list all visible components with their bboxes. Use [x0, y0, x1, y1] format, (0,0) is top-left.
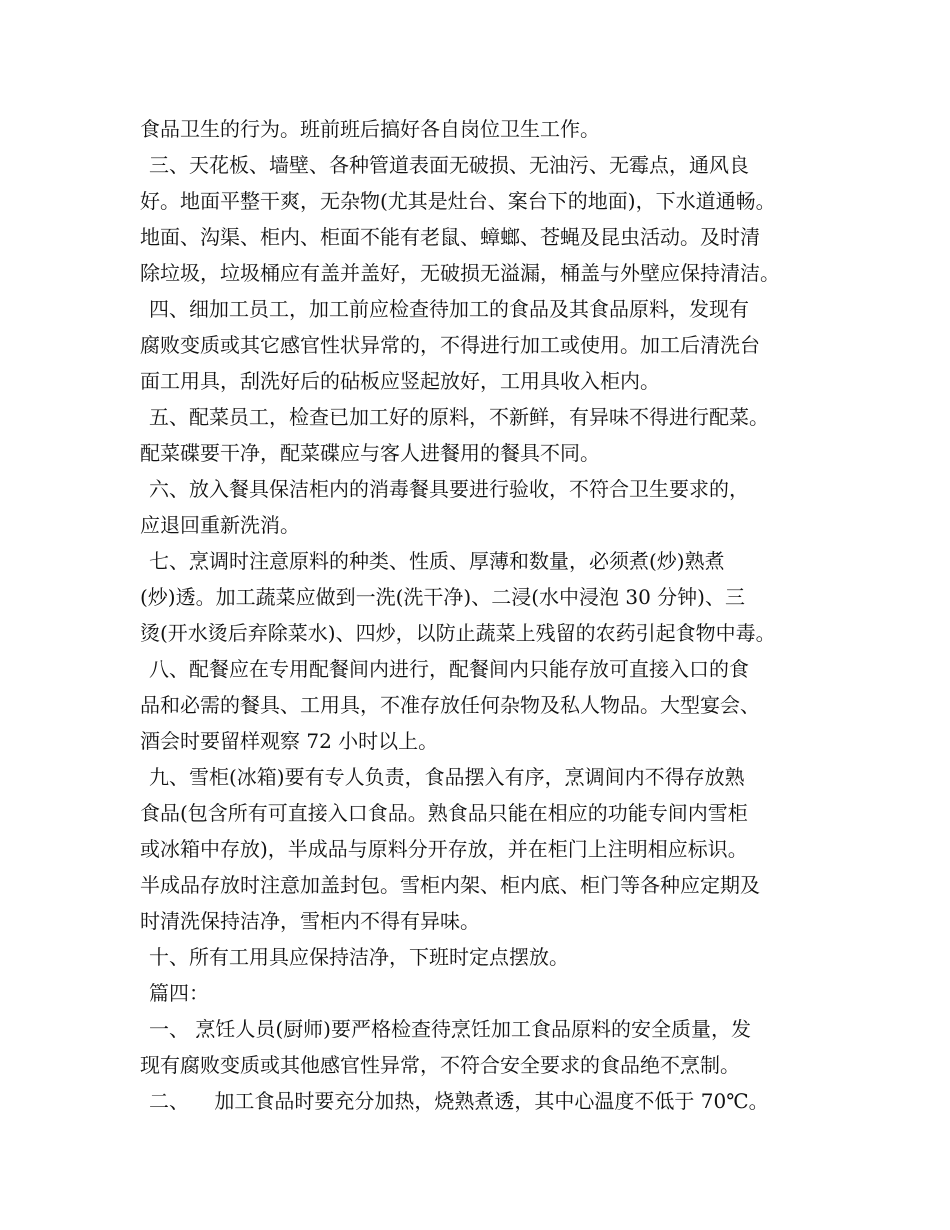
text-line: 食品卫生的行为。班前班后搞好各自岗位卫生工作。 [140, 117, 600, 141]
text-line: 烫(开水烫后弃除菜水)、四炒，以防止蔬菜上残留的农药引起食物中毒。 [140, 621, 776, 645]
text-line: 三、天花板、墙壁、各种管道表面无破损、无油污、无霉点，通风良 [149, 153, 749, 177]
text-line: 酒会时要留样观察 72 小时以上。 [140, 729, 439, 753]
text-line: 面工用具，刮洗好后的砧板应竖起放好，工用具收入柜内。 [140, 369, 660, 393]
text-line: (炒)透。加工蔬菜应做到一洗(洗干净)、二浸(水中浸泡 30 分钟)、三 [140, 585, 745, 609]
text-line: 腐败变质或其它感官性状异常的，不得进行加工或使用。加工后清洗台 [140, 333, 760, 357]
text-line: 配菜碟要干净，配菜碟应与客人进餐用的餐具不同。 [140, 441, 600, 465]
text-line: 好。地面平整干爽，无杂物(尤其是灶台、案台下的地面)，下水道通畅。 [140, 189, 776, 213]
section-heading: 篇四： [149, 981, 209, 1005]
text-line: 十、所有工用具应保持洁净，下班时定点摆放。 [149, 945, 569, 969]
text-line: 现有腐败变质或其他感官性异常，不符合安全要求的食品绝不烹制。 [140, 1053, 740, 1077]
text-line: 八、配餐应在专用配餐间内进行，配餐间内只能存放可直接入口的食 [149, 657, 749, 681]
text-line: 应退回重新洗消。 [140, 513, 300, 537]
text-line: 食品(包含所有可直接入口食品。熟食品只能在相应的功能专间内雪柜 [140, 801, 748, 825]
text-line: 六、放入餐具保洁柜内的消毒餐具要进行验收，不符合卫生要求的， [149, 477, 749, 501]
text-line: 品和必需的餐具、工用具，不准存放任何杂物及私人物品。大型宴会、 [140, 693, 760, 717]
text-line: 四、细加工员工，加工前应检查待加工的食品及其食品原料，发现有 [149, 297, 749, 321]
text-line: 除垃圾，垃圾桶应有盖并盖好，无破损无溢漏，桶盖与外壁应保持清洁。 [140, 261, 780, 285]
text-line: 地面、沟渠、柜内、柜面不能有老鼠、蟑螂、苍蝇及昆虫活动。及时清 [140, 225, 760, 249]
text-line: 二、 加工食品时要充分加热，烧熟煮透，其中心温度不低于 70℃。 [149, 1089, 769, 1113]
text-line: 半成品存放时注意加盖封包。雪柜内架、柜内底、柜门等各种应定期及 [140, 873, 760, 897]
text-line: 一、 烹饪人员(厨师)要严格检查待烹饪加工食品原料的安全质量，发 [149, 1017, 751, 1041]
text-line: 七、烹调时注意原料的种类、性质、厚薄和数量，必须煮(炒)熟煮 [149, 549, 725, 573]
text-line: 五、配菜员工，检查已加工好的原料，不新鲜，有异味不得进行配菜。 [149, 405, 769, 429]
text-line: 时清洗保持洁净，雪柜内不得有异味。 [140, 909, 480, 933]
text-line: 九、雪柜(冰箱)要有专人负责，食品摆入有序，烹调间内不得存放熟 [149, 765, 745, 789]
text-line: 或冰箱中存放)，半成品与原料分开存放，并在柜门上注明相应标识。 [140, 837, 748, 861]
